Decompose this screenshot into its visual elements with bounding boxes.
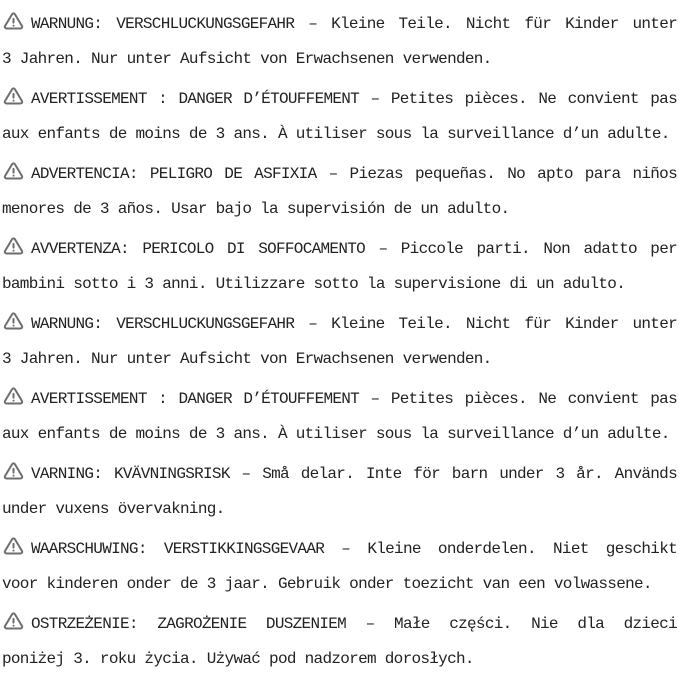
warning-first-line bbox=[2, 607, 677, 642]
warning-triangle-icon bbox=[2, 11, 25, 31]
warning-paragraph-italian bbox=[2, 232, 677, 302]
warning-triangle-icon bbox=[2, 86, 25, 106]
warning-triangle-icon bbox=[2, 461, 25, 481]
warning-text: voor kinderen onder de 3 jaar. Gebruik onder toezicht van een volwassene. bbox=[2, 575, 652, 593]
warning-text: WARNUNG: VERSCHLUCKUNGSGEFAHR – Kleine Teile. Nicht für Kinder unter bbox=[31, 315, 677, 333]
warning-first-line bbox=[2, 232, 677, 267]
warning-text: ADVERTENCIA: PELIGRO DE ASFIXIA – Piezas pequeñas. No apto para niños bbox=[31, 165, 677, 183]
warning-first-line bbox=[2, 7, 677, 42]
warning-text: aux enfants de moins de 3 ans. À utiliser sous la surveillance d’un adulte. bbox=[2, 425, 670, 443]
warning-paragraph-french-1 bbox=[2, 82, 677, 152]
warning-text: poniżej 3. roku życia. Używać pod nadzorem dorosłych. bbox=[2, 650, 474, 668]
warning-triangle-icon bbox=[2, 161, 25, 181]
warning-text: under vuxens övervakning. bbox=[2, 500, 225, 518]
warning-paragraph-swedish bbox=[2, 457, 677, 527]
warning-first-line bbox=[2, 532, 677, 567]
warning-triangle-icon bbox=[2, 311, 25, 331]
warning-text: bambini sotto i 3 anni. Utilizzare sotto la supervisione di un adulto. bbox=[2, 275, 626, 293]
warning-first-line bbox=[2, 82, 677, 117]
warning-text: 3 Jahren. Nur unter Aufsicht von Erwachsenen verwenden. bbox=[2, 50, 492, 68]
warning-first-line bbox=[2, 307, 677, 342]
warning-first-line bbox=[2, 457, 677, 492]
warning-first-line bbox=[2, 382, 677, 417]
warning-paragraph-french-2 bbox=[2, 382, 677, 452]
warning-text: AVERTISSEMENT : DANGER D’ÉTOUFFEMENT – Petites pièces. Ne convient pas bbox=[31, 390, 677, 408]
warning-text: WARNUNG: VERSCHLUCKUNGSGEFAHR – Kleine Teile. Nicht für Kinder unter bbox=[31, 15, 677, 33]
warning-text: OSTRZEŻENIE: ZAGROŻENIE DUSZENIEM – Małe części. Nie dla dzieci bbox=[31, 615, 677, 633]
warning-text: WAARSCHUWING: VERSTIKKINGSGEVAAR – Kleine onderdelen. Niet geschikt bbox=[31, 540, 677, 558]
warning-text: aux enfants de moins de 3 ans. À utiliser sous la surveillance d’un adulte. bbox=[2, 125, 670, 143]
warning-first-line bbox=[2, 157, 677, 192]
warning-triangle-icon bbox=[2, 386, 25, 406]
warning-text: VARNING: KVÄVNINGSRISK – Små delar. Inte för barn under 3 år. Används bbox=[31, 465, 677, 483]
warning-text: 3 Jahren. Nur unter Aufsicht von Erwachsenen verwenden. bbox=[2, 350, 492, 368]
warning-paragraph-dutch bbox=[2, 532, 677, 602]
warning-text: AVVERTENZA: PERICOLO DI SOFFOCAMENTO – Piccole parti. Non adatto per bbox=[31, 240, 677, 258]
warning-triangle-icon bbox=[2, 611, 25, 631]
warning-triangle-icon bbox=[2, 236, 25, 256]
warning-paragraph-german-2 bbox=[2, 307, 677, 377]
warning-text: menores de 3 años. Usar bajo la supervisión de un adulto. bbox=[2, 200, 510, 218]
warning-paragraph-spanish bbox=[2, 157, 677, 227]
warning-paragraph-polish bbox=[2, 607, 677, 677]
warning-text: AVERTISSEMENT : DANGER D’ÉTOUFFEMENT – Petites pièces. Ne convient pas bbox=[31, 90, 677, 108]
warning-triangle-icon bbox=[2, 536, 25, 556]
warning-paragraph-german-1 bbox=[2, 7, 677, 77]
